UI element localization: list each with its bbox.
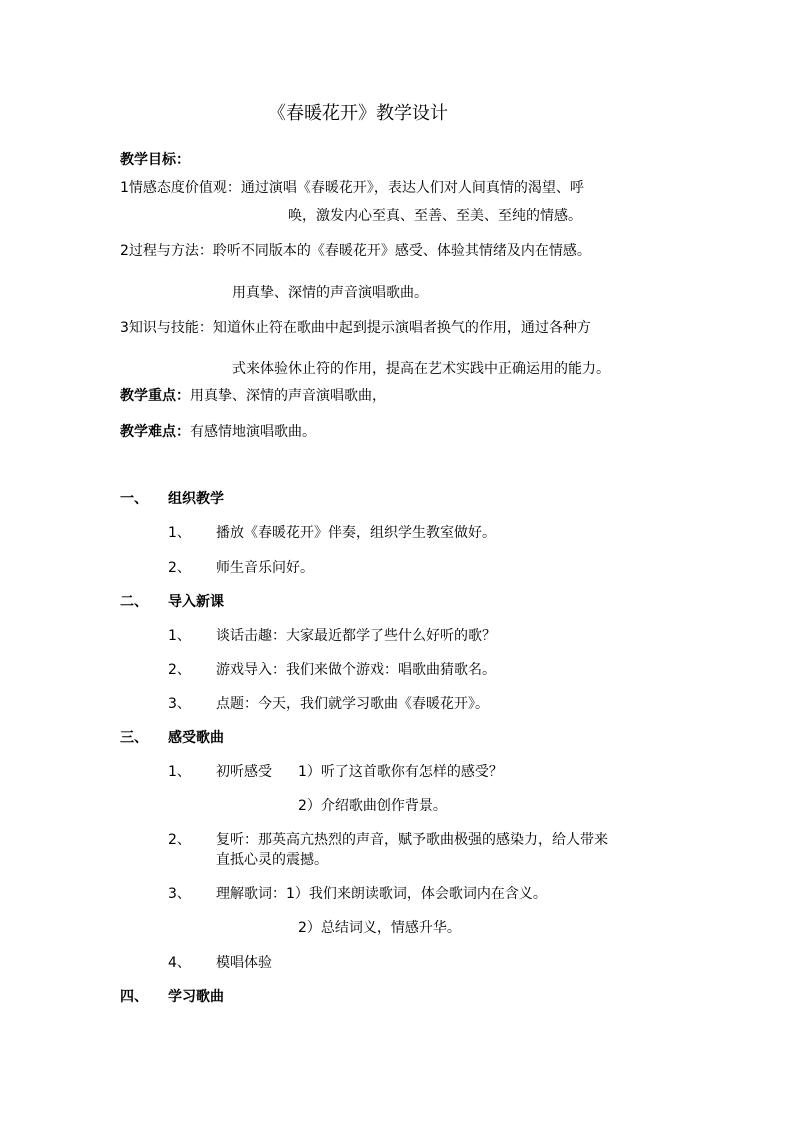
section-3-item-2-number: 2、: [168, 832, 191, 848]
section-3-item-4-number: 4、: [168, 955, 191, 971]
difficulty-text: 有感情地演唱歌曲。: [190, 424, 316, 440]
section-3-item-2-line-2: 直抵心灵的震撼。: [216, 852, 328, 868]
objective-2-line-1: 2过程与方法：聆听不同版本的《春暖花开》感受、体验其情绪及内在情感。: [120, 243, 591, 259]
objective-1-line-1: 1情感态度价值观：通过演唱《春暖花开》，表达人们对人间真情的渴望、呼: [120, 180, 584, 196]
section-2-title: 导入新课: [168, 594, 224, 610]
section-3-number: 三、: [120, 730, 148, 746]
objectives-heading: 教学目标：: [120, 152, 190, 168]
section-2-item-1-number: 1、: [168, 628, 191, 644]
section-3-item-4-text: 模唱体验: [216, 955, 272, 971]
section-1-item-1-number: 1、: [168, 525, 191, 541]
key-point-label: 教学重点：: [120, 388, 190, 404]
section-2-number: 二、: [120, 594, 148, 610]
section-3-item-2-line-1: 复听：那英高亢热烈的声音，赋予歌曲极强的感染力，给人带来: [216, 832, 608, 848]
section-3-item-1-number: 1、: [168, 764, 191, 780]
section-1-number: 一、: [120, 491, 148, 507]
section-1-item-1-text: 播放《春暖花开》伴奏，组织学生教室做好。: [216, 525, 496, 541]
objective-2-line-2: 用真挚、深情的声音演唱歌曲。: [232, 285, 428, 301]
section-3-item-1-text: 初听感受: [216, 764, 272, 780]
objective-1-line-2: 唤，激发内心至真、至善、至美、至纯的情感。: [288, 208, 582, 224]
section-1-item-2-number: 2、: [168, 560, 191, 576]
key-point-text: 用真挚、深情的声音演唱歌曲，: [190, 388, 386, 404]
section-2-item-3-text: 点题：今天，我们就学习歌曲《春暖花开》。: [216, 696, 489, 712]
section-3-item-1-sub-1: 1）听了这首歌你有怎样的感受？: [298, 764, 503, 780]
section-3-item-3-text: 理解歌词：1）我们来朗读歌词，体会歌词内在含义。: [216, 886, 547, 902]
section-1-title: 组织教学: [168, 491, 224, 507]
section-4-number: 四、: [120, 989, 148, 1005]
section-2-item-3-number: 3、: [168, 696, 191, 712]
objective-3-line-1: 3知识与技能：知道休止符在歌曲中起到提示演唱者换气的作用，通过各种方: [120, 320, 591, 336]
key-point: [120, 388, 386, 405]
section-4-title: 学习歌曲: [168, 989, 224, 1005]
section-3-item-3-sub-2: 2）总结词义，情感升华。: [298, 920, 461, 936]
document-title: 《春暖花开》教学设计: [268, 103, 448, 124]
section-2-item-1-text: 谈话击趣：大家最近都学了些什么好听的歌？: [216, 628, 496, 644]
section-3-title: 感受歌曲: [168, 730, 224, 746]
section-1-item-2-text: 师生音乐问好。: [216, 560, 314, 576]
section-3-item-3-number: 3、: [168, 886, 191, 902]
section-2-item-2-text: 游戏导入：我们来做个游戏：唱歌曲猜歌名。: [216, 662, 496, 678]
difficulty-label: 教学难点：: [120, 424, 190, 440]
objective-3-line-2: 式来体验休止符的作用，提高在艺术实践中正确运用的能力。: [232, 361, 610, 377]
section-3-item-1-sub-2: 2）介绍歌曲创作背景。: [298, 798, 447, 814]
section-2-item-2-number: 2、: [168, 662, 191, 678]
difficulty: [120, 424, 316, 441]
